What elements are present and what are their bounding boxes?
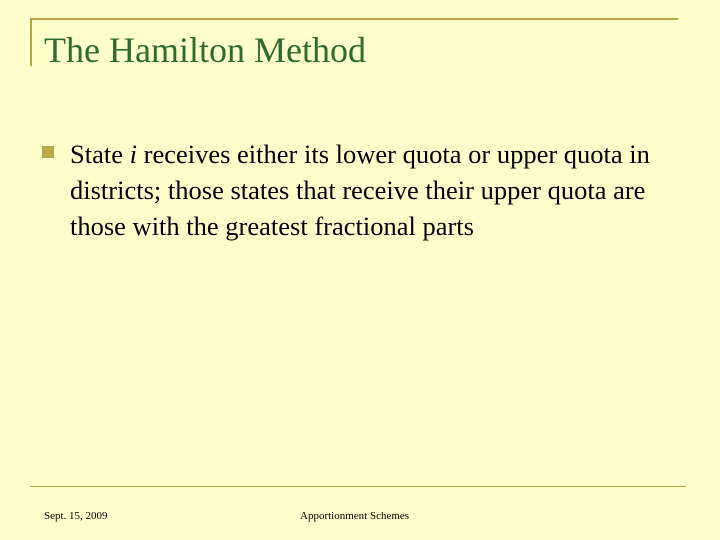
footer-date: Sept. 15, 2009 (44, 510, 108, 522)
bullet-variable: i (129, 139, 137, 169)
square-bullet-icon (42, 146, 54, 158)
bullet-text (70, 136, 680, 244)
bullet-text-rest: receives either its lower quota or upper quota in districts; those states that receive their upper quota are those with the greatest fractional parts (70, 139, 650, 241)
bullet-text-start: State (70, 139, 130, 169)
top-divider (30, 18, 678, 20)
footer-title: Apportionment Schemes (300, 510, 410, 522)
slide-title: The Hamilton Method (44, 30, 366, 70)
left-accent-bar (30, 18, 32, 66)
bottom-divider (30, 486, 686, 487)
